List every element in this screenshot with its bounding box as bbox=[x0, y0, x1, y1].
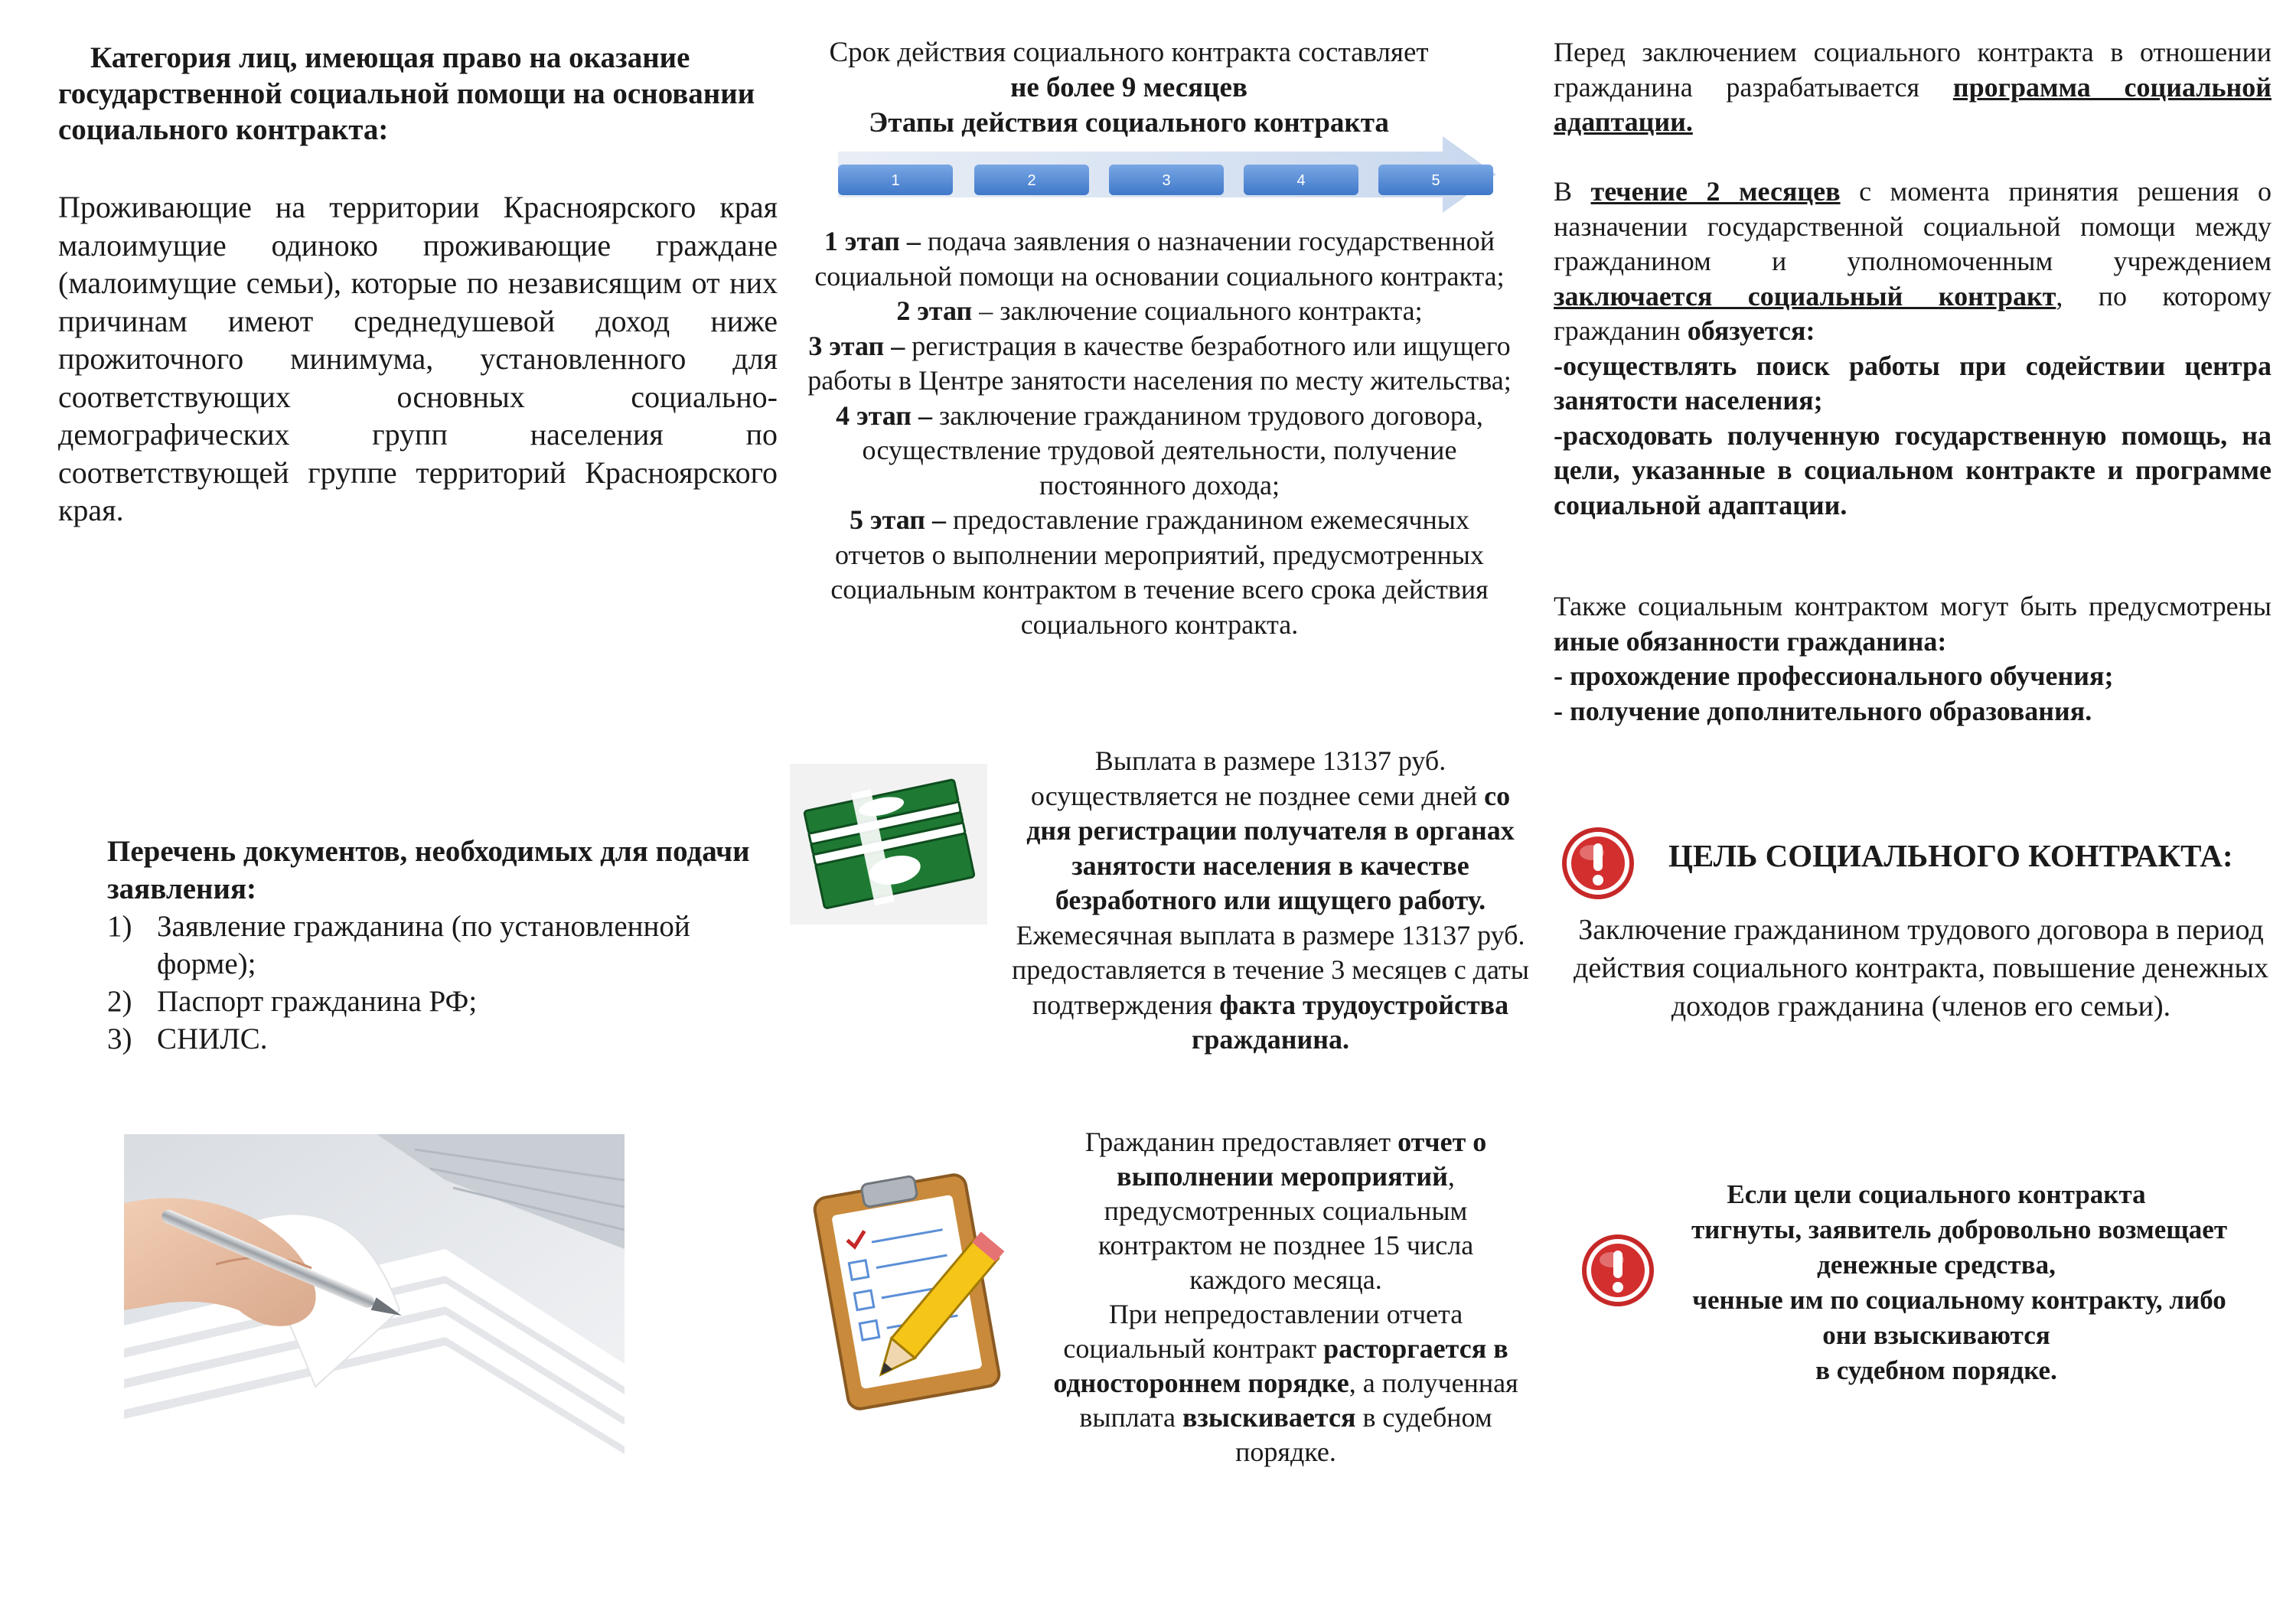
obligations-label: обязуется: bbox=[1687, 315, 1815, 346]
list-number: 2) bbox=[107, 985, 132, 1018]
adaptation-program-note bbox=[1554, 35, 2272, 140]
term-duration: не более 9 месяцев bbox=[1010, 72, 1247, 103]
penalty-text: При непредоставлении отчета социальный контракт bbox=[1063, 1299, 1463, 1364]
obligation-item: -осуществлять поиск работы при содействии центра занятости населения; bbox=[1554, 350, 2272, 416]
eligibility-text: Проживающие на территории Красноярского края малоимущие одиноко проживающие граждане (малоимущие семьи), которые по независящим от них причинам имеют среднедушевой доход ниже прожиточного минимума, установленного для соответствующих основных социально-демографических групп населения по соответствующей группе территорий Красноярского края. bbox=[58, 190, 778, 527]
timeline-label-5: 5 bbox=[1431, 172, 1440, 189]
stage-label: 2 этап bbox=[896, 295, 973, 326]
list-text: Паспорт гражданина РФ; bbox=[157, 985, 478, 1018]
list-number: 3) bbox=[107, 1022, 132, 1055]
list-text: Заявление гражданина (по установленной форме); bbox=[157, 910, 690, 980]
stages-list bbox=[804, 224, 1515, 642]
contract-term-block bbox=[811, 35, 1446, 141]
program-text: Перед заключением социального контракта в отношении гражданина разрабатывается bbox=[1554, 37, 2272, 103]
timeline-label-3: 3 bbox=[1162, 172, 1171, 189]
payment-monthly bbox=[1010, 918, 1531, 1058]
other-duties-text: Также социальным контрактом могут быть предусмотрены bbox=[1554, 591, 2272, 621]
documents-title: Перечень документов, необходимых для подачи заявления: bbox=[107, 835, 750, 905]
stage-item bbox=[804, 329, 1515, 399]
other-duty-item: - прохождение профессионального обучения; bbox=[1554, 660, 2114, 691]
clipboard-pencil-icon bbox=[807, 1169, 1022, 1414]
documents-list bbox=[107, 908, 781, 1058]
stage-label: 3 этап – bbox=[808, 330, 905, 361]
eligibility-title: Категория лиц, имеющая право на оказание государственной социальной помощи на основании социального контракта: bbox=[58, 41, 755, 146]
refund-line: денежные средства, bbox=[1817, 1250, 2056, 1280]
obligation-item: -расходовать полученную государственную помощь, на цели, указанные в социальном контракте и программе социальной адаптации. bbox=[1554, 419, 2272, 520]
goal-title: ЦЕЛЬ СОЦИАЛЬНОГО КОНТРАКТА: bbox=[1668, 838, 2233, 873]
stage-text: регистрация в качестве безработного или ищущего работы в Центре занятости населения по месту жительства; bbox=[807, 330, 1512, 396]
penalty-recovery: взыскивается bbox=[1182, 1402, 1356, 1433]
warning-icon bbox=[1561, 827, 1635, 900]
list-text: СНИЛС. bbox=[157, 1022, 268, 1055]
stage-item bbox=[804, 399, 1515, 504]
report-info bbox=[1049, 1125, 1523, 1469]
other-duty-item: - получение дополнительного образования. bbox=[1554, 695, 2092, 726]
refund-line: они взыскиваются bbox=[1822, 1320, 2050, 1350]
penalty-text-2: , а полученная выплата bbox=[1079, 1368, 1518, 1433]
list-number: 1) bbox=[107, 910, 132, 943]
refund-line: Если цели социального контракта bbox=[1727, 1179, 2146, 1209]
obligations-text-e: , по которому гражданин bbox=[1554, 280, 2272, 346]
timeline-label-2: 2 bbox=[1027, 172, 1036, 189]
stage-label: 5 этап – bbox=[850, 504, 946, 535]
goal-text: Заключение гражданином трудового договора в период действия социального контракта, повышение денежных доходов гражданина (членов его семьи). bbox=[1574, 914, 2268, 1022]
refund-line: ченные им по социальному контракту, либо bbox=[1692, 1285, 2226, 1315]
other-duties-block bbox=[1554, 589, 2272, 729]
stage-text: подача заявления о назначении государственной социальной помощи на основании социального контракта; bbox=[814, 226, 1505, 292]
timeline-arrow bbox=[838, 136, 1496, 213]
payment-first bbox=[1010, 744, 1531, 918]
obligations-intro bbox=[1554, 174, 2272, 349]
hand-writing-photo bbox=[124, 1134, 625, 1462]
stages-title: Этапы действия социального контракта bbox=[869, 107, 1389, 139]
other-duties-intro bbox=[1554, 589, 2272, 659]
timeline-label-1: 1 bbox=[891, 172, 900, 189]
refund-line: в судебном порядке. bbox=[1815, 1355, 2057, 1385]
other-duties-label: иные обязанности гражданина: bbox=[1554, 625, 1947, 657]
stage-item bbox=[804, 294, 1515, 329]
payment-monthly-text: Ежемесячная выплата в размере 13137 руб. предоставляется в течение 3 месяцев с даты подтверждения bbox=[1012, 919, 1529, 1020]
payment-info bbox=[1010, 744, 1531, 1058]
stage-label: 4 этап – bbox=[836, 399, 933, 431]
refund-warning bbox=[1592, 1177, 2281, 1388]
report-text: Гражданин предоставляет bbox=[1084, 1127, 1391, 1157]
obligations-text-c: с момента принятия решения о назначении государственной социальной помощи между гражданином и уполномоченным учреждением bbox=[1554, 176, 2272, 276]
program-title: программа социальной адаптации. bbox=[1554, 71, 2272, 137]
stage-text: – заключение социального контракта; bbox=[979, 295, 1423, 326]
hand-pen-illustration bbox=[124, 1134, 625, 1462]
stage-text: заключение гражданином трудового договора, осуществление трудовой деятельности, получение постоянного дохода; bbox=[862, 399, 1483, 501]
refund-line: тигнуты, заявитель добровольно возмещает bbox=[1691, 1215, 2228, 1244]
list-item bbox=[107, 908, 781, 983]
report-penalty bbox=[1049, 1297, 1523, 1469]
penalty-court: в судебном порядке. bbox=[1235, 1402, 1492, 1467]
report-obligation bbox=[1049, 1125, 1523, 1297]
stage-text: предоставление гражданином ежемесячных отчетов о выполнении мероприятий, предусмотренных социальным контрактом в течение всего срока действия социального контракта. bbox=[830, 504, 1489, 640]
list-item bbox=[107, 1020, 781, 1058]
documents-section bbox=[107, 833, 781, 1058]
obligations-block bbox=[1554, 174, 2272, 523]
stage-item bbox=[804, 224, 1515, 294]
stages-timeline bbox=[838, 136, 1496, 213]
payment-first-condition: со дня регистрации получателя в органах занятости населения в качестве безработного или ищущего работу. bbox=[1026, 780, 1515, 915]
obligations-period: течение 2 месяцев bbox=[1590, 176, 1841, 207]
stage-label: 1 этап – bbox=[823, 226, 921, 256]
list-item bbox=[107, 983, 781, 1020]
report-subject: отчет о выполнении мероприятий bbox=[1117, 1127, 1487, 1192]
obligations-contract: заключается социальный контракт bbox=[1554, 280, 2056, 311]
obligations-text-a: В bbox=[1554, 176, 1573, 207]
term-text: Срок действия социального контракта составляет bbox=[829, 37, 1429, 68]
report-deadline: , предусмотренных социальным контрактом не позднее 15 числа каждого месяца. bbox=[1097, 1161, 1474, 1295]
stage-item bbox=[804, 503, 1515, 642]
money-stack-icon bbox=[790, 764, 987, 925]
penalty-termination: расторгается в одностороннем порядке bbox=[1053, 1333, 1508, 1398]
timeline-label-4: 4 bbox=[1296, 172, 1306, 189]
payment-first-text: Выплата в размере 13137 руб. осуществляется не позднее семи дней bbox=[1030, 745, 1478, 811]
payment-monthly-condition: факта трудоустройства гражданина. bbox=[1192, 989, 1509, 1055]
